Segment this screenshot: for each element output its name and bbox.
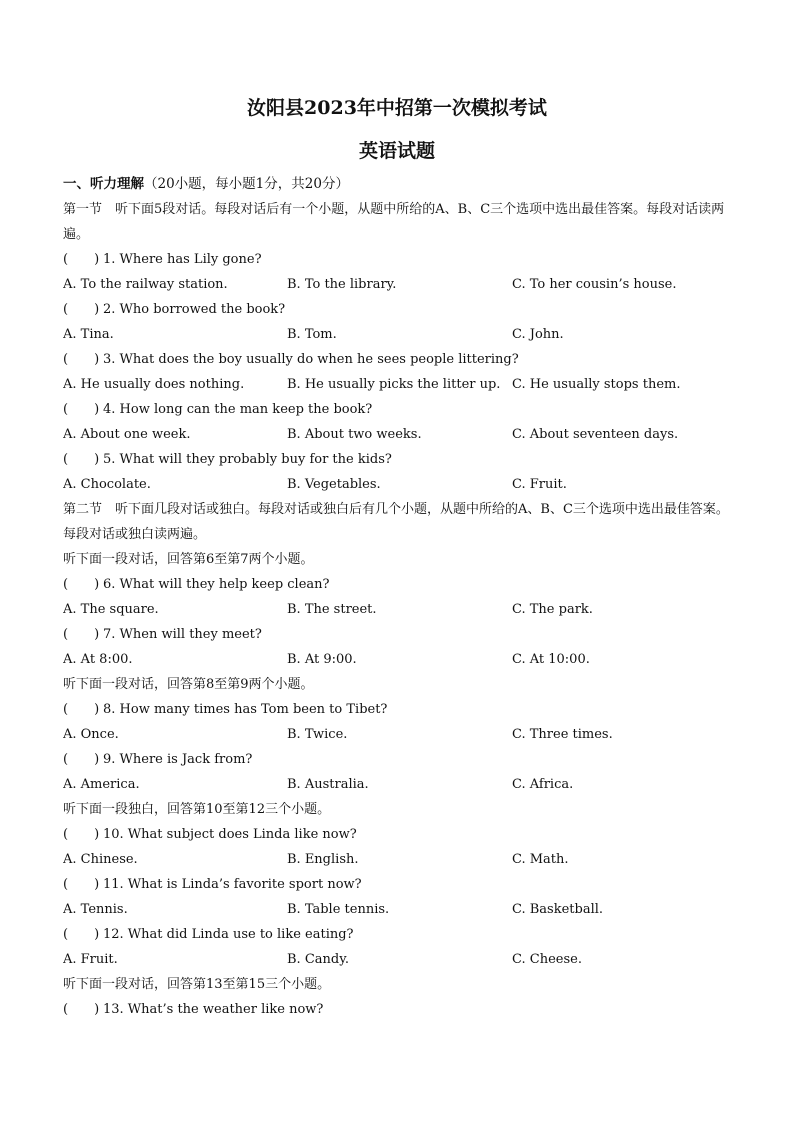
- option-b: B. To the library.: [287, 277, 397, 292]
- listening-prompt: 听下面一段对话，回答第8至第9两个小题。: [63, 677, 314, 692]
- answer-blank[interactable]: ( ): [63, 577, 100, 592]
- question-options: [63, 372, 735, 397]
- option-b: B. Vegetables.: [287, 477, 381, 492]
- answer-blank[interactable]: ( ): [63, 452, 100, 467]
- option-a: A. Once.: [63, 727, 119, 742]
- question-stem: [63, 922, 735, 947]
- question-text: 13. What’s the weather like now?: [103, 1002, 324, 1017]
- option-c: C. Cheese.: [512, 952, 582, 967]
- question-text: 3. What does the boy usually do when he sees people littering?: [103, 352, 519, 367]
- question-options: [63, 422, 735, 447]
- question-text: 8. How many times has Tom been to Tibet?: [103, 702, 388, 717]
- option-c: C. John.: [512, 327, 564, 342]
- question-text: 11. What is Linda’s favorite sport now?: [103, 877, 362, 892]
- question-stem: [63, 297, 735, 322]
- answer-blank[interactable]: ( ): [63, 702, 100, 717]
- option-a: A. Tina.: [63, 327, 114, 342]
- option-c: C. About seventeen days.: [512, 427, 679, 442]
- question-text: 2. Who borrowed the book?: [103, 302, 286, 317]
- option-b: B. Twice.: [287, 727, 348, 742]
- question-text: 4. How long can the man keep the book?: [103, 402, 373, 417]
- question-stem: [63, 697, 735, 722]
- option-a: A. To the railway station.: [63, 277, 228, 292]
- option-a: A. At 8:00.: [63, 652, 133, 667]
- listening-prompt: 听下面一段对话，回答第6至第7两个小题。: [63, 552, 314, 567]
- listening-prompt: 听下面一段独白，回答第10至第12三个小题。: [63, 802, 331, 817]
- exam-content: [63, 172, 735, 1022]
- question-text: 7. When will they meet?: [103, 627, 262, 642]
- exam-subtitle: 英语试题: [358, 140, 435, 162]
- question-text: 9. Where is Jack from?: [103, 752, 253, 767]
- question-stem: [63, 347, 735, 372]
- question-options: [63, 472, 735, 497]
- option-b: B. The street.: [287, 602, 377, 617]
- question-options: [63, 322, 735, 347]
- option-c: C. Math.: [512, 852, 569, 867]
- answer-blank[interactable]: ( ): [63, 302, 100, 317]
- listening-prompt: 听下面一段对话，回答第13至第15三个小题。: [63, 977, 331, 992]
- question-stem: [63, 572, 735, 597]
- question-stem: [63, 622, 735, 647]
- option-c: C. Three times.: [512, 727, 613, 742]
- option-b: B. Tom.: [287, 327, 337, 342]
- question-text: 12. What did Linda use to like eating?: [103, 927, 354, 942]
- option-b: B. Candy.: [287, 952, 349, 967]
- option-c: C. He usually stops them.: [512, 377, 681, 392]
- part2-instructions: 第二节 听下面几段对话或独白。每段对话或独白后有几个小题，从题中所给的A、B、C三个选项中选出最佳答案。每段对话或独白读两遍。: [63, 502, 729, 542]
- option-b: B. About two weeks.: [287, 427, 422, 442]
- option-b: B. Table tennis.: [287, 902, 390, 917]
- answer-blank[interactable]: ( ): [63, 402, 100, 417]
- answer-blank[interactable]: ( ): [63, 827, 100, 842]
- part1-instructions: 第一节 听下面5段对话。每段对话后有一个小题，从题中所给的A、B、C三个选项中选出最佳答案。每段对话读两遍。: [63, 202, 725, 242]
- option-c: C. The park.: [512, 602, 593, 617]
- option-a: A. Tennis.: [63, 902, 128, 917]
- question-options: [63, 897, 735, 922]
- question-stem: [63, 247, 735, 272]
- option-a: A. America.: [63, 777, 140, 792]
- option-c: C. Fruit.: [512, 477, 567, 492]
- option-c: C. At 10:00.: [512, 652, 590, 667]
- answer-blank[interactable]: ( ): [63, 752, 100, 767]
- answer-blank[interactable]: ( ): [63, 252, 100, 267]
- option-a: A. Chocolate.: [63, 477, 151, 492]
- question-stem: [63, 872, 735, 897]
- option-a: A. He usually does nothing.: [63, 377, 245, 392]
- option-a: A. The square.: [63, 602, 159, 617]
- question-options: [63, 722, 735, 747]
- exam-title: 汝阳县2023年中招第一次模拟考试: [247, 97, 547, 119]
- section-heading: [63, 172, 735, 197]
- question-options: [63, 847, 735, 872]
- question-text: 6. What will they help keep clean?: [103, 577, 330, 592]
- option-b: B. Australia.: [287, 777, 369, 792]
- option-a: A. Chinese.: [63, 852, 138, 867]
- option-a: A. Fruit.: [63, 952, 118, 967]
- question-text: 1. Where has Lily gone?: [103, 252, 262, 267]
- option-a: A. About one week.: [63, 427, 191, 442]
- option-c: C. Basketball.: [512, 902, 604, 917]
- answer-blank[interactable]: ( ): [63, 1002, 100, 1017]
- option-b: B. English.: [287, 852, 359, 867]
- answer-blank[interactable]: ( ): [63, 927, 100, 942]
- section-heading-note: （20小题，每小题1分，共20分）: [144, 176, 349, 192]
- answer-blank[interactable]: ( ): [63, 877, 100, 892]
- option-c: C. To her cousin’s house.: [512, 277, 677, 292]
- question-text: 5. What will they probably buy for the kids?: [103, 452, 392, 467]
- question-options: [63, 597, 735, 622]
- option-b: B. He usually picks the litter up.: [287, 377, 501, 392]
- question-stem: [63, 397, 735, 422]
- question-text: 10. What subject does Linda like now?: [103, 827, 357, 842]
- option-c: C. Africa.: [512, 777, 574, 792]
- answer-blank[interactable]: ( ): [63, 352, 100, 367]
- question-stem: [63, 997, 735, 1022]
- answer-blank[interactable]: ( ): [63, 627, 100, 642]
- question-options: [63, 947, 735, 972]
- section-heading-title: 一、听力理解: [63, 176, 144, 192]
- question-stem: [63, 822, 735, 847]
- question-options: [63, 647, 735, 672]
- option-b: B. At 9:00.: [287, 652, 357, 667]
- question-stem: [63, 747, 735, 772]
- question-options: [63, 772, 735, 797]
- question-options: [63, 272, 735, 297]
- question-stem: [63, 447, 735, 472]
